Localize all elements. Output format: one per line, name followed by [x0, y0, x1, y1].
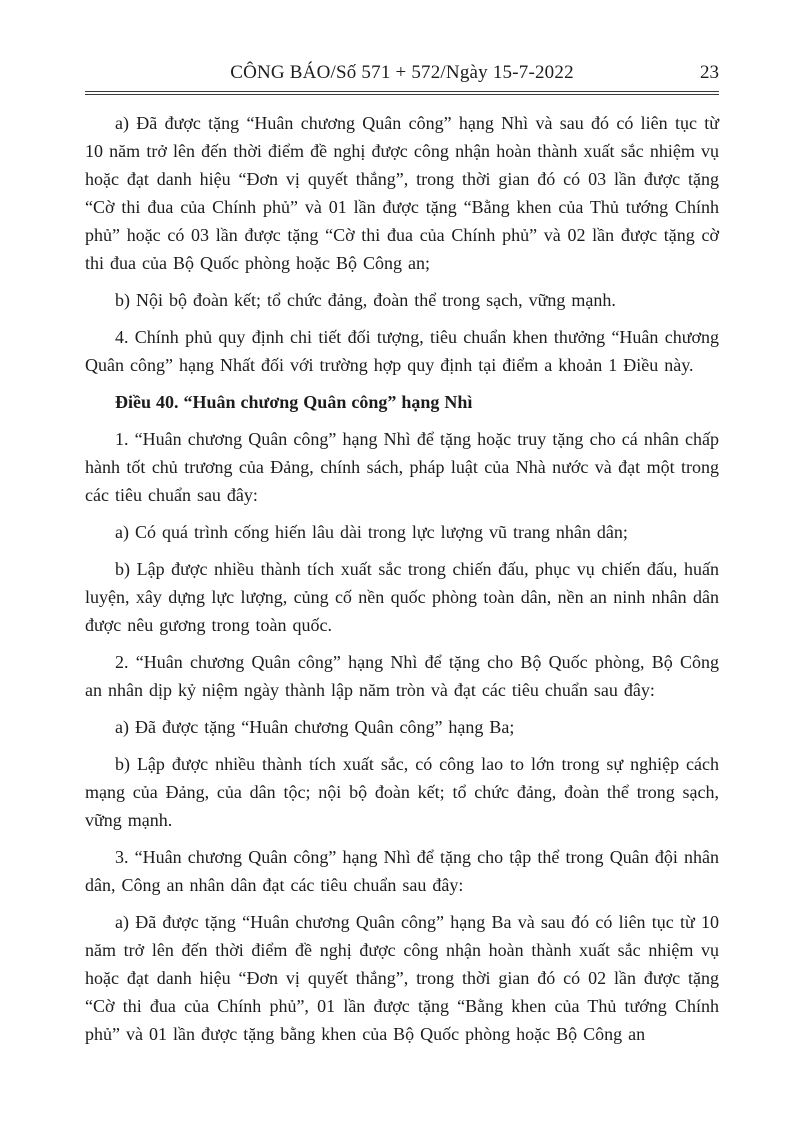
- paragraph-point-a: a) Đã được tặng “Huân chương Quân công” hạng Nhì và sau đó có liên tục từ 10 năm trở lên đến thời điểm đề nghị được công nhận hoàn thành xuất sắc nhiệm vụ hoặc đạt danh hiệu “Đơn vị quyết thắng”, trong thời gian đó có 03 lần được tặng “Cờ thi đua của Chính phủ” và 01 lần được tặng “Bằng khen của Thủ tướng Chính phủ” hoặc có 03 lần được tặng “Cờ thi đua của Chính phủ” và 02 lần được tặng cờ thi đua của Bộ Quốc phòng hoặc Bộ Công an;: [85, 113, 719, 273]
- paragraph-clause-2: 2. “Huân chương Quân công” hạng Nhì để tặng cho Bộ Quốc phòng, Bộ Công an nhân dịp kỷ niệm ngày thành lập năm tròn và đạt các tiêu chuẩn sau đây:: [85, 652, 719, 700]
- gazette-title: CÔNG BÁO/Số 571 + 572/Ngày 15-7-2022: [230, 62, 574, 83]
- header-divider: [85, 91, 719, 95]
- paragraph-clause-3-a: a) Đã được tặng “Huân chương Quân công” hạng Ba và sau đó có liên tục từ 10 năm trở lên đến thời điểm đề nghị được công nhận hoàn thành xuất sắc nhiệm vụ hoặc đạt danh hiệu “Đơn vị quyết thắng”, trong thời gian đó có 02 lần được tặng “Cờ thi đua của Chính phủ”, 01 lần được tặng “Bằng khen của Thủ tướng Chính phủ” và 01 lần được tặng bằng khen của Bộ Quốc phòng hoặc Bộ Công an: [85, 912, 719, 1044]
- page-header: [85, 58, 719, 88]
- article-40-heading: Điều 40. “Huân chương Quân công” hạng Nhì: [115, 392, 473, 412]
- paragraph-clause-3: 3. “Huân chương Quân công” hạng Nhì để tặng cho tập thể trong Quân đội nhân dân, Công an nhân dân đạt các tiêu chuẩn sau đây:: [85, 847, 719, 895]
- paragraph-clause-2-b: b) Lập được nhiều thành tích xuất sắc, có công lao to lớn trong sự nghiệp cách mạng của Đảng, của dân tộc; nội bộ đoàn kết; tổ chức đảng, đoàn thể trong sạch, vững mạnh.: [85, 754, 719, 830]
- paragraph-clause-1-b: b) Lập được nhiều thành tích xuất sắc trong chiến đấu, phục vụ chiến đấu, huấn luyện, xây dựng lực lượng, củng cố nền quốc phòng toàn dân, nền an ninh nhân dân được nêu gương trong toàn quốc.: [85, 559, 719, 635]
- paragraph-clause-4: 4. Chính phủ quy định chi tiết đối tượng, tiêu chuẩn khen thưởng “Huân chương Quân công” hạng Nhất đối với trường hợp quy định tại điểm a khoản 1 Điều này.: [85, 327, 719, 375]
- paragraph-clause-1: 1. “Huân chương Quân công” hạng Nhì để tặng hoặc truy tặng cho cá nhân chấp hành tốt chủ trương của Đảng, chính sách, pháp luật của Nhà nước và đạt một trong các tiêu chuẩn sau đây:: [85, 429, 719, 505]
- paragraph-clause-1-a: a) Có quá trình cống hiến lâu dài trong lực lượng vũ trang nhân dân;: [115, 522, 628, 542]
- page-content: [85, 58, 719, 1057]
- page-number: 23: [700, 62, 719, 83]
- document-body: [85, 109, 719, 1048]
- paragraph-clause-2-a: a) Đã được tặng “Huân chương Quân công” hạng Ba;: [115, 717, 515, 737]
- paragraph-point-b: b) Nội bộ đoàn kết; tổ chức đảng, đoàn thể trong sạch, vững mạnh.: [115, 290, 616, 310]
